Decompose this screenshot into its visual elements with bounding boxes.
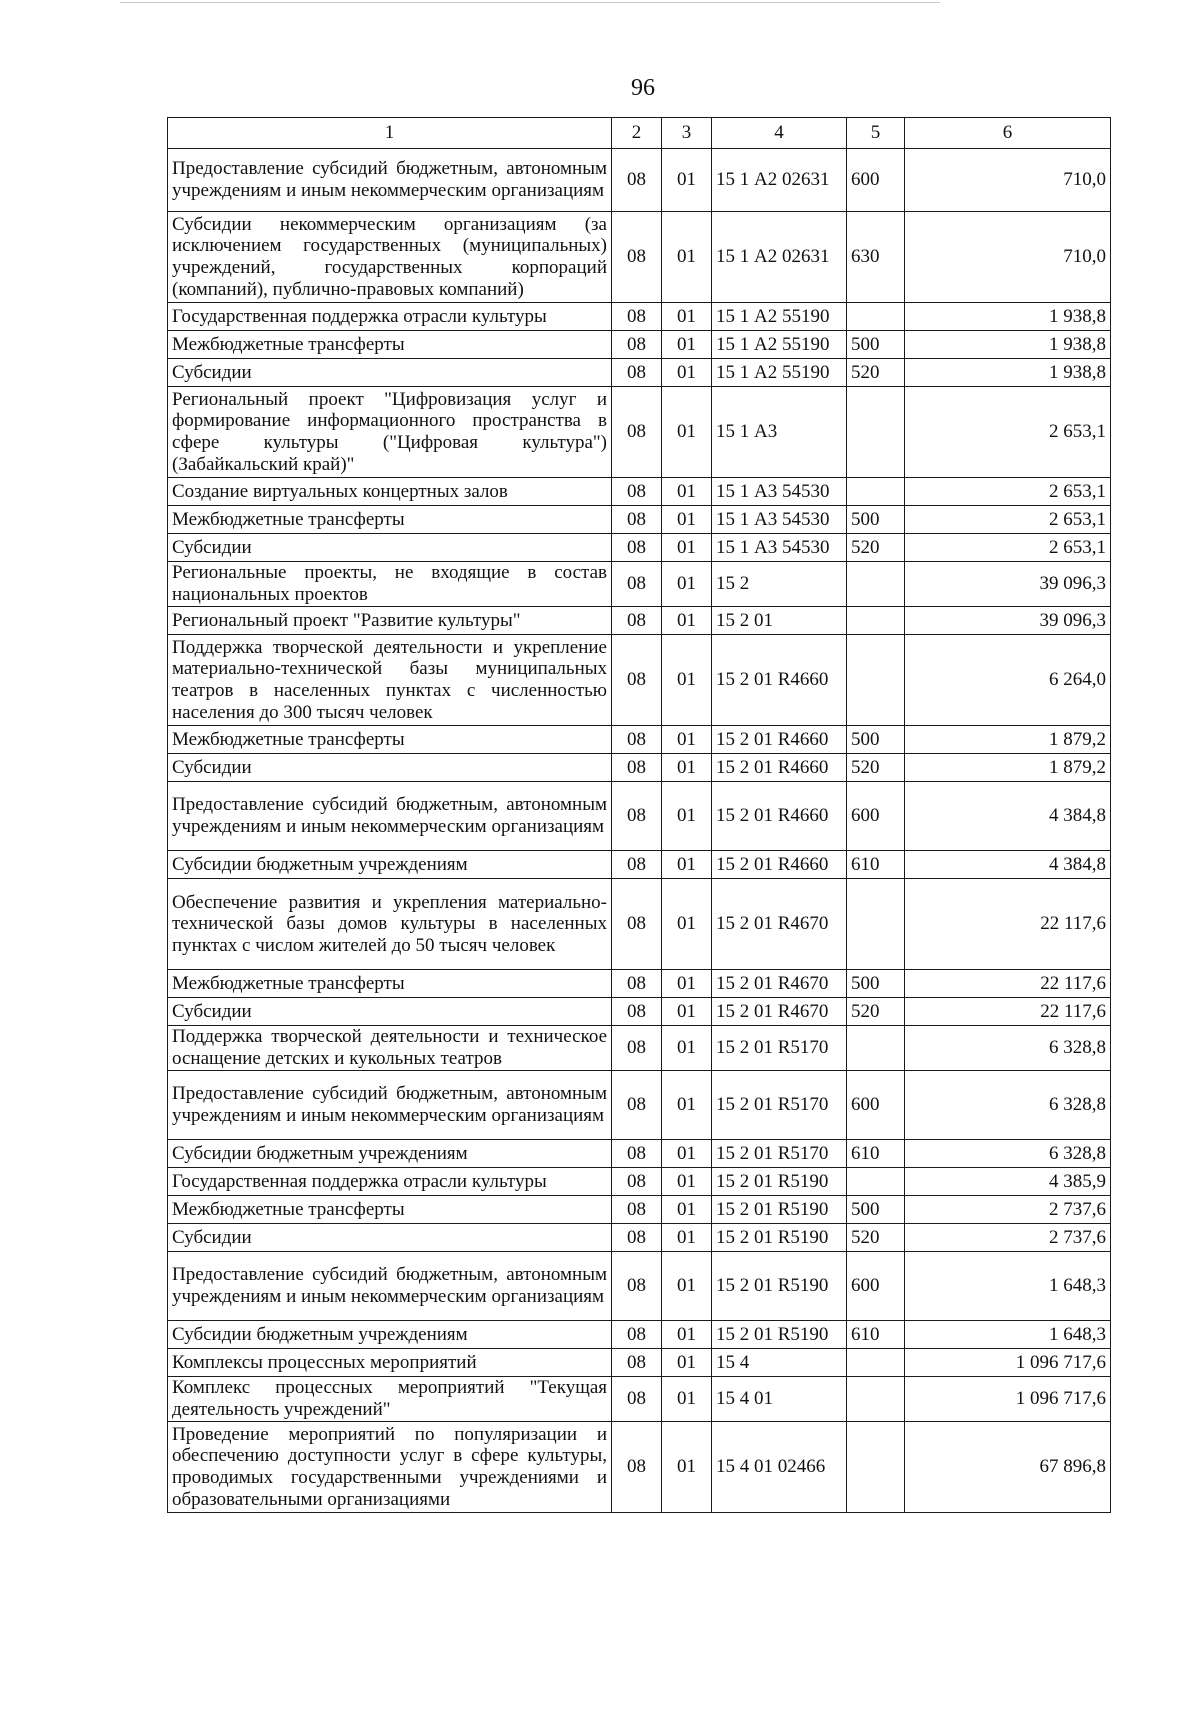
row-section-cell: 08 — [612, 879, 662, 970]
row-target-article-cell: 15 1 А2 55190 — [712, 359, 847, 387]
header-cell: 2 — [612, 118, 662, 149]
row-section-cell: 08 — [612, 1252, 662, 1321]
row-expense-type-cell — [847, 1349, 905, 1377]
row-target-article-cell: 15 2 01 R4660 — [712, 782, 847, 851]
row-amount-cell: 6 328,8 — [905, 1071, 1111, 1140]
row-subsection-cell: 01 — [662, 1349, 712, 1377]
row-amount-cell: 39 096,3 — [905, 607, 1111, 635]
table-body — [168, 149, 1111, 1513]
row-amount-cell: 22 117,6 — [905, 970, 1111, 998]
table-row — [168, 506, 1111, 534]
row-name-cell: Поддержка творческой деятельности и укрепление материально-технической базы муниципальных театров в населенных пунктах с численностью населения до 300 тысяч человек — [168, 635, 612, 726]
table-header-row — [168, 118, 1111, 149]
row-target-article-cell: 15 2 01 R4660 — [712, 635, 847, 726]
row-target-article-cell: 15 1 А3 54530 — [712, 506, 847, 534]
row-amount-cell: 1 879,2 — [905, 754, 1111, 782]
row-subsection-cell: 01 — [662, 149, 712, 212]
row-subsection-cell: 01 — [662, 303, 712, 331]
row-subsection-cell: 01 — [662, 1026, 712, 1071]
row-name-cell: Субсидии бюджетным учреждениям — [168, 1140, 612, 1168]
row-name-cell: Субсидии некоммерческим организациям (за исключением государственных (муниципальных) учреждений, государственных корпораций (компаний), публично-правовых компаний) — [168, 212, 612, 303]
row-expense-type-cell: 520 — [847, 534, 905, 562]
row-expense-type-cell: 630 — [847, 212, 905, 303]
row-target-article-cell: 15 4 01 — [712, 1377, 847, 1422]
row-section-cell: 08 — [612, 782, 662, 851]
row-target-article-cell: 15 1 А3 54530 — [712, 478, 847, 506]
row-amount-cell: 4 384,8 — [905, 851, 1111, 879]
header-cell: 5 — [847, 118, 905, 149]
table-row — [168, 1140, 1111, 1168]
row-name-cell: Субсидии бюджетным учреждениям — [168, 1321, 612, 1349]
row-name-cell: Проведение мероприятий по популяризации и обеспечению доступности услуг в сфере культуры, проводимых государственными учреждениями и образовательными организациями — [168, 1422, 612, 1513]
row-amount-cell: 2 653,1 — [905, 506, 1111, 534]
table-row — [168, 1196, 1111, 1224]
row-subsection-cell: 01 — [662, 1224, 712, 1252]
row-name-cell: Поддержка творческой деятельности и техническое оснащение детских и кукольных театров — [168, 1026, 612, 1071]
row-amount-cell: 1 648,3 — [905, 1321, 1111, 1349]
table-row — [168, 562, 1111, 607]
row-section-cell: 08 — [612, 149, 662, 212]
row-expense-type-cell — [847, 303, 905, 331]
row-section-cell: 08 — [612, 359, 662, 387]
row-subsection-cell: 01 — [662, 331, 712, 359]
row-section-cell: 08 — [612, 534, 662, 562]
table-row — [168, 387, 1111, 478]
budget-table — [167, 117, 1111, 1513]
header-cell: 4 — [712, 118, 847, 149]
row-expense-type-cell: 500 — [847, 970, 905, 998]
row-name-cell: Межбюджетные трансферты — [168, 1196, 612, 1224]
table-row — [168, 359, 1111, 387]
row-subsection-cell: 01 — [662, 212, 712, 303]
table-row — [168, 1349, 1111, 1377]
row-amount-cell: 2 653,1 — [905, 534, 1111, 562]
row-amount-cell: 6 264,0 — [905, 635, 1111, 726]
row-name-cell: Региональные проекты, не входящие в состав национальных проектов — [168, 562, 612, 607]
row-expense-type-cell: 610 — [847, 1140, 905, 1168]
row-section-cell: 08 — [612, 851, 662, 879]
row-subsection-cell: 01 — [662, 478, 712, 506]
header-cell: 6 — [905, 118, 1111, 149]
row-subsection-cell: 01 — [662, 506, 712, 534]
row-section-cell: 08 — [612, 1321, 662, 1349]
row-target-article-cell: 15 2 01 R4670 — [712, 879, 847, 970]
row-subsection-cell: 01 — [662, 359, 712, 387]
page-number: 96 — [631, 75, 655, 101]
row-subsection-cell: 01 — [662, 635, 712, 726]
row-target-article-cell: 15 1 А3 — [712, 387, 847, 478]
row-section-cell: 08 — [612, 387, 662, 478]
row-amount-cell: 1 648,3 — [905, 1252, 1111, 1321]
row-expense-type-cell — [847, 562, 905, 607]
row-expense-type-cell: 500 — [847, 506, 905, 534]
row-amount-cell: 22 117,6 — [905, 879, 1111, 970]
row-name-cell: Субсидии бюджетным учреждениям — [168, 851, 612, 879]
table-row — [168, 607, 1111, 635]
row-expense-type-cell: 520 — [847, 1224, 905, 1252]
row-amount-cell: 1 938,8 — [905, 359, 1111, 387]
row-name-cell: Межбюджетные трансферты — [168, 331, 612, 359]
row-expense-type-cell — [847, 879, 905, 970]
row-amount-cell: 1 879,2 — [905, 726, 1111, 754]
row-name-cell: Государственная поддержка отрасли культуры — [168, 1168, 612, 1196]
row-name-cell: Комплекс процессных мероприятий "Текущая деятельность учреждений" — [168, 1377, 612, 1422]
row-expense-type-cell: 600 — [847, 149, 905, 212]
table-row — [168, 970, 1111, 998]
row-section-cell: 08 — [612, 562, 662, 607]
table-row — [168, 149, 1111, 212]
row-target-article-cell: 15 1 А2 02631 — [712, 149, 847, 212]
table-row — [168, 879, 1111, 970]
row-target-article-cell: 15 2 01 R4660 — [712, 754, 847, 782]
table-row — [168, 754, 1111, 782]
row-name-cell: Государственная поддержка отрасли культуры — [168, 303, 612, 331]
row-name-cell: Региональный проект "Цифровизация услуг и формирование информационного пространства в сфере культуры ("Цифровая культура") (Забайкальский край)" — [168, 387, 612, 478]
row-name-cell: Обеспечение развития и укрепления материально-технической базы домов культуры в населенных пунктах с числом жителей до 50 тысяч человек — [168, 879, 612, 970]
row-amount-cell: 4 384,8 — [905, 782, 1111, 851]
row-subsection-cell: 01 — [662, 387, 712, 478]
row-section-cell: 08 — [612, 331, 662, 359]
table-row — [168, 635, 1111, 726]
row-amount-cell: 6 328,8 — [905, 1026, 1111, 1071]
row-amount-cell: 67 896,8 — [905, 1422, 1111, 1513]
row-amount-cell: 1 096 717,6 — [905, 1349, 1111, 1377]
row-amount-cell: 1 938,8 — [905, 303, 1111, 331]
scan-edge-line — [120, 2, 940, 3]
row-amount-cell: 2 737,6 — [905, 1196, 1111, 1224]
row-expense-type-cell: 520 — [847, 998, 905, 1026]
row-section-cell: 08 — [612, 970, 662, 998]
row-expense-type-cell: 520 — [847, 754, 905, 782]
row-target-article-cell: 15 2 01 R4670 — [712, 970, 847, 998]
row-name-cell: Межбюджетные трансферты — [168, 726, 612, 754]
row-subsection-cell: 01 — [662, 1196, 712, 1224]
row-expense-type-cell — [847, 1168, 905, 1196]
row-section-cell: 08 — [612, 1224, 662, 1252]
row-expense-type-cell — [847, 1026, 905, 1071]
row-expense-type-cell — [847, 607, 905, 635]
row-subsection-cell: 01 — [662, 1377, 712, 1422]
row-subsection-cell: 01 — [662, 1321, 712, 1349]
row-subsection-cell: 01 — [662, 562, 712, 607]
row-name-cell: Предоставление субсидий бюджетным, автономным учреждениям и иным некоммерческим организациям — [168, 1252, 612, 1321]
row-subsection-cell: 01 — [662, 607, 712, 635]
table-row — [168, 1026, 1111, 1071]
row-target-article-cell: 15 1 А3 54530 — [712, 534, 847, 562]
row-subsection-cell: 01 — [662, 754, 712, 782]
row-expense-type-cell: 610 — [847, 1321, 905, 1349]
row-section-cell: 08 — [612, 212, 662, 303]
row-name-cell: Субсидии — [168, 534, 612, 562]
row-target-article-cell: 15 2 01 R5170 — [712, 1026, 847, 1071]
row-section-cell: 08 — [612, 1140, 662, 1168]
row-subsection-cell: 01 — [662, 1422, 712, 1513]
table-row — [168, 1377, 1111, 1422]
row-expense-type-cell: 520 — [847, 359, 905, 387]
row-amount-cell: 6 328,8 — [905, 1140, 1111, 1168]
row-subsection-cell: 01 — [662, 851, 712, 879]
table-row — [168, 1168, 1111, 1196]
row-name-cell: Предоставление субсидий бюджетным, автономным учреждениям и иным некоммерческим организациям — [168, 1071, 612, 1140]
row-section-cell: 08 — [612, 998, 662, 1026]
row-amount-cell: 4 385,9 — [905, 1168, 1111, 1196]
table-row — [168, 1252, 1111, 1321]
row-target-article-cell: 15 2 01 — [712, 607, 847, 635]
row-target-article-cell: 15 2 01 R5190 — [712, 1321, 847, 1349]
row-target-article-cell: 15 2 01 R4670 — [712, 998, 847, 1026]
row-expense-type-cell: 600 — [847, 782, 905, 851]
table-row — [168, 726, 1111, 754]
row-target-article-cell: 15 4 — [712, 1349, 847, 1377]
table-row — [168, 1071, 1111, 1140]
row-amount-cell: 1 938,8 — [905, 331, 1111, 359]
row-target-article-cell: 15 2 01 R4660 — [712, 851, 847, 879]
row-expense-type-cell — [847, 387, 905, 478]
row-section-cell: 08 — [612, 607, 662, 635]
row-section-cell: 08 — [612, 754, 662, 782]
row-section-cell: 08 — [612, 1422, 662, 1513]
table-row — [168, 851, 1111, 879]
row-section-cell: 08 — [612, 506, 662, 534]
row-section-cell: 08 — [612, 1349, 662, 1377]
table-row — [168, 303, 1111, 331]
row-section-cell: 08 — [612, 303, 662, 331]
header-cell: 1 — [168, 118, 612, 149]
row-target-article-cell: 15 2 01 R5190 — [712, 1168, 847, 1196]
row-target-article-cell: 15 2 — [712, 562, 847, 607]
table-row — [168, 478, 1111, 506]
table-row — [168, 782, 1111, 851]
row-subsection-cell: 01 — [662, 998, 712, 1026]
row-expense-type-cell — [847, 1422, 905, 1513]
row-section-cell: 08 — [612, 1196, 662, 1224]
row-name-cell: Межбюджетные трансферты — [168, 506, 612, 534]
row-subsection-cell: 01 — [662, 1252, 712, 1321]
header-cell: 3 — [662, 118, 712, 149]
row-expense-type-cell: 500 — [847, 1196, 905, 1224]
row-expense-type-cell: 500 — [847, 726, 905, 754]
row-amount-cell: 39 096,3 — [905, 562, 1111, 607]
row-amount-cell: 2 653,1 — [905, 387, 1111, 478]
row-expense-type-cell: 600 — [847, 1252, 905, 1321]
row-section-cell: 08 — [612, 1071, 662, 1140]
row-expense-type-cell — [847, 478, 905, 506]
row-name-cell: Предоставление субсидий бюджетным, автономным учреждениям и иным некоммерческим организациям — [168, 149, 612, 212]
row-subsection-cell: 01 — [662, 970, 712, 998]
row-amount-cell: 710,0 — [905, 212, 1111, 303]
row-target-article-cell: 15 1 А2 55190 — [712, 331, 847, 359]
row-target-article-cell: 15 2 01 R5170 — [712, 1140, 847, 1168]
row-section-cell: 08 — [612, 478, 662, 506]
table-row — [168, 1224, 1111, 1252]
row-expense-type-cell — [847, 635, 905, 726]
row-target-article-cell: 15 2 01 R5190 — [712, 1224, 847, 1252]
row-expense-type-cell: 600 — [847, 1071, 905, 1140]
table-row — [168, 331, 1111, 359]
row-section-cell: 08 — [612, 1168, 662, 1196]
row-name-cell: Межбюджетные трансферты — [168, 970, 612, 998]
row-expense-type-cell — [847, 1377, 905, 1422]
row-amount-cell: 2 653,1 — [905, 478, 1111, 506]
row-amount-cell: 1 096 717,6 — [905, 1377, 1111, 1422]
row-amount-cell: 710,0 — [905, 149, 1111, 212]
row-name-cell: Субсидии — [168, 998, 612, 1026]
row-subsection-cell: 01 — [662, 726, 712, 754]
row-target-article-cell: 15 2 01 R5190 — [712, 1252, 847, 1321]
table-row — [168, 534, 1111, 562]
row-name-cell: Комплексы процессных мероприятий — [168, 1349, 612, 1377]
table-row — [168, 998, 1111, 1026]
row-expense-type-cell: 500 — [847, 331, 905, 359]
row-subsection-cell: 01 — [662, 879, 712, 970]
row-name-cell: Субсидии — [168, 359, 612, 387]
table-row — [168, 1422, 1111, 1513]
row-target-article-cell: 15 4 01 02466 — [712, 1422, 847, 1513]
row-name-cell: Региональный проект "Развитие культуры" — [168, 607, 612, 635]
row-subsection-cell: 01 — [662, 1140, 712, 1168]
row-subsection-cell: 01 — [662, 1168, 712, 1196]
row-name-cell: Создание виртуальных концертных залов — [168, 478, 612, 506]
row-name-cell: Субсидии — [168, 754, 612, 782]
table-row — [168, 1321, 1111, 1349]
row-target-article-cell: 15 2 01 R5190 — [712, 1196, 847, 1224]
row-subsection-cell: 01 — [662, 1071, 712, 1140]
row-target-article-cell: 15 2 01 R4660 — [712, 726, 847, 754]
row-section-cell: 08 — [612, 726, 662, 754]
row-amount-cell: 2 737,6 — [905, 1224, 1111, 1252]
row-target-article-cell: 15 2 01 R5170 — [712, 1071, 847, 1140]
row-name-cell: Предоставление субсидий бюджетным, автономным учреждениям и иным некоммерческим организациям — [168, 782, 612, 851]
row-subsection-cell: 01 — [662, 534, 712, 562]
row-subsection-cell: 01 — [662, 782, 712, 851]
row-target-article-cell: 15 1 А2 02631 — [712, 212, 847, 303]
row-section-cell: 08 — [612, 1377, 662, 1422]
row-target-article-cell: 15 1 А2 55190 — [712, 303, 847, 331]
row-expense-type-cell: 610 — [847, 851, 905, 879]
row-name-cell: Субсидии — [168, 1224, 612, 1252]
row-amount-cell: 22 117,6 — [905, 998, 1111, 1026]
row-section-cell: 08 — [612, 1026, 662, 1071]
table-row — [168, 212, 1111, 303]
row-section-cell: 08 — [612, 635, 662, 726]
